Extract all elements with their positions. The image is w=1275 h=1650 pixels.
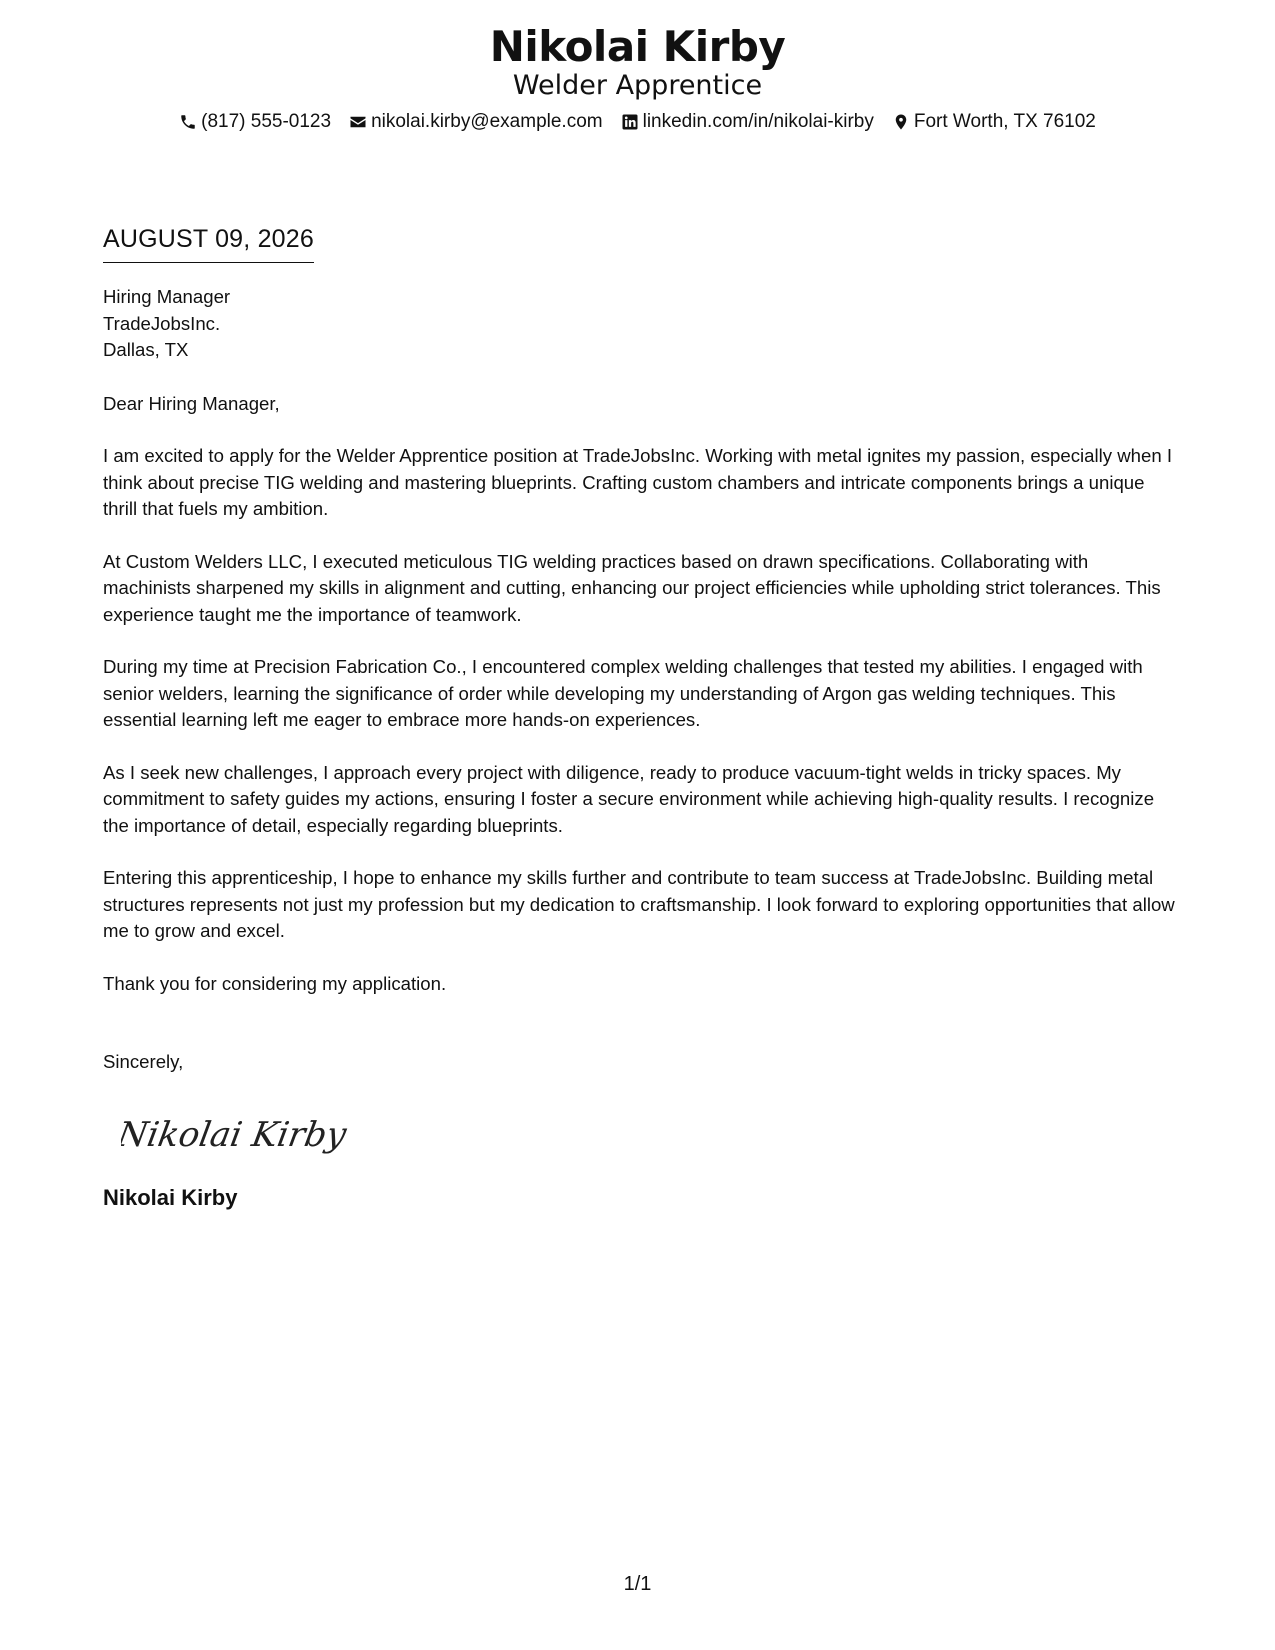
page-number: 1/1 <box>623 1573 652 1595</box>
salutation: Dear Hiring Manager, <box>103 392 280 414</box>
body-paragraph: I am excited to apply for the Welder Apprentice position at TradeJobsInc. Working with metal ignites my passion, especially when I think about precise TIG welding and mastering blueprints. Crafting custom chambers and intricate components brings a unique thrill that fuels my ambition. <box>103 445 1172 519</box>
map-pin-icon <box>892 113 910 131</box>
applicant-title: Welder Apprentice <box>512 70 763 101</box>
recipient-block <box>103 284 1178 364</box>
body-paragraph: During my time at Precision Fabrication Co., I encountered complex welding challenges that tested my abilities. I engaged with senior welders, learning the significance of order while developing my understanding of Argon gas welding techniques. This essential learning left me eager to embrace more hands-on experiences. <box>103 656 1143 730</box>
linkedin-icon <box>621 113 639 131</box>
email-text: nikolai.kirby@example.com <box>371 111 603 132</box>
applicant-name: Nikolai Kirby <box>489 22 786 71</box>
body-paragraph: As I seek new challenges, I approach every project with diligence, ready to produce vacuum-tight welds in tricky spaces. My commitment to safety guides my actions, ensuring I foster a secure environment while achieving high-quality results. I recognize the importance of detail, especially regarding blueprints. <box>103 761 1155 836</box>
body-paragraph: At Custom Welders LLC, I executed meticulous TIG welding practices based on drawn specifications. Collaborating with machinists sharpened my skills in alignment and cutting, enhancing our project efficiencies while upholding strict tolerances. This experience taught me the importance of teamwork. <box>103 550 1161 625</box>
contact-location <box>892 110 1096 134</box>
phone-text: (817) 555-0123 <box>201 111 332 132</box>
contact-phone <box>179 110 331 134</box>
phone-icon <box>179 113 197 131</box>
letter-header <box>0 22 1275 134</box>
signer-name: Nikolai Kirby <box>103 1184 238 1210</box>
contact-email <box>349 110 603 134</box>
handwritten-signature <box>121 1106 351 1162</box>
contact-linkedin <box>621 110 874 134</box>
recipient-line: Hiring Manager <box>103 286 231 307</box>
contact-bar <box>0 110 1275 134</box>
envelope-icon <box>349 113 367 131</box>
body-paragraph: Entering this apprenticeship, I hope to enhance my skills further and contribute to team success at TradeJobsInc. Building metal structures represents not just my profession but my dedication to craftsmanship. I look forward to exploring opportunities that allow me to grow and excel. <box>103 867 1175 941</box>
signoff: Sincerely, <box>103 1051 184 1072</box>
recipient-line: Dallas, TX <box>103 339 189 360</box>
recipient-line: TradeJobsInc. <box>103 312 221 334</box>
closing-line: Thank you for considering my application. <box>103 972 447 994</box>
letter-date-block <box>103 224 314 263</box>
linkedin-text: linkedin.com/in/nikolai-kirby <box>642 111 874 132</box>
letter-body <box>103 284 1178 1212</box>
letter-date: AUGUST 09, 2026 <box>103 224 314 263</box>
signature-glyphs: Nikolai Kirby <box>121 1114 350 1155</box>
location-text: Fort Worth, TX 76102 <box>913 111 1096 132</box>
